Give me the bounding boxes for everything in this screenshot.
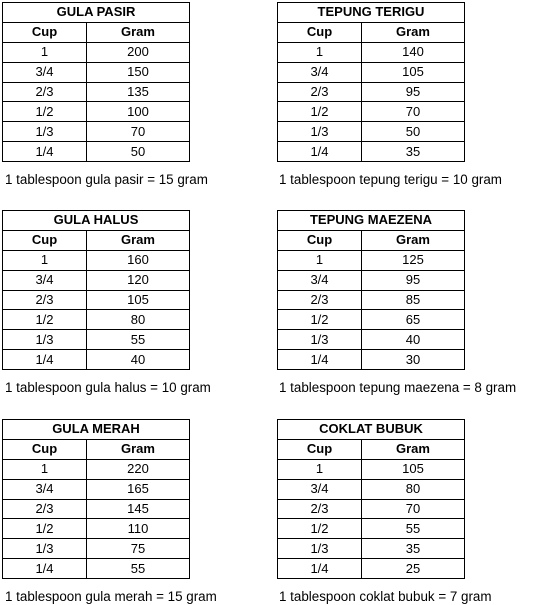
table-row bbox=[278, 310, 465, 330]
table-row bbox=[278, 479, 465, 499]
cup-cell: 1/3 bbox=[3, 539, 87, 559]
cup-cell: 1/2 bbox=[278, 102, 362, 122]
conversion-table bbox=[2, 210, 190, 370]
table-row bbox=[278, 350, 465, 370]
gram-cell: 150 bbox=[87, 62, 190, 82]
cup-cell: 1/3 bbox=[278, 539, 362, 559]
table-row bbox=[3, 539, 190, 559]
table-row bbox=[3, 310, 190, 330]
table-row bbox=[278, 102, 465, 122]
gram-cell: 55 bbox=[87, 330, 190, 350]
cup-cell: 1 bbox=[3, 459, 87, 479]
cup-cell: 1/2 bbox=[3, 102, 87, 122]
gram-cell: 120 bbox=[87, 270, 190, 290]
table-row bbox=[3, 142, 190, 162]
gram-cell: 70 bbox=[362, 102, 465, 122]
column-header-gram: Gram bbox=[362, 22, 465, 42]
table-row bbox=[278, 559, 465, 579]
table-row bbox=[278, 499, 465, 519]
gram-cell: 50 bbox=[87, 142, 190, 162]
cup-cell: 1/3 bbox=[3, 122, 87, 142]
cup-cell: 1/2 bbox=[3, 310, 87, 330]
gram-cell: 140 bbox=[362, 42, 465, 62]
column-header-cup: Cup bbox=[3, 22, 87, 42]
table-row bbox=[278, 42, 465, 62]
table-gula-pasir bbox=[2, 2, 189, 162]
gram-cell: 105 bbox=[362, 459, 465, 479]
cup-cell: 1 bbox=[3, 42, 87, 62]
conversion-table bbox=[277, 210, 465, 370]
table-row bbox=[3, 519, 190, 539]
cup-cell: 1/4 bbox=[278, 350, 362, 370]
table-row bbox=[3, 559, 190, 579]
gram-cell: 35 bbox=[362, 539, 465, 559]
cup-cell: 1/3 bbox=[3, 330, 87, 350]
table-row bbox=[278, 82, 465, 102]
cup-cell: 2/3 bbox=[278, 82, 362, 102]
table-row bbox=[3, 290, 190, 310]
gram-cell: 40 bbox=[362, 330, 465, 350]
gram-cell: 65 bbox=[362, 310, 465, 330]
cup-cell: 1 bbox=[3, 250, 87, 270]
gram-cell: 75 bbox=[87, 539, 190, 559]
tablespoon-note: 1 tablespoon tepung terigu = 10 gram bbox=[279, 172, 502, 187]
table-row bbox=[278, 250, 465, 270]
table-row bbox=[3, 270, 190, 290]
conversion-table bbox=[2, 2, 190, 162]
table-tepung-terigu bbox=[277, 2, 464, 162]
column-header-cup: Cup bbox=[3, 230, 87, 250]
table-title: GULA PASIR bbox=[3, 3, 190, 23]
table-row bbox=[278, 122, 465, 142]
table-row bbox=[3, 250, 190, 270]
cup-cell: 1/2 bbox=[278, 519, 362, 539]
table-title: GULA HALUS bbox=[3, 211, 190, 231]
gram-cell: 135 bbox=[87, 82, 190, 102]
table-row bbox=[278, 62, 465, 82]
gram-cell: 40 bbox=[87, 350, 190, 370]
cup-cell: 2/3 bbox=[3, 82, 87, 102]
gram-cell: 220 bbox=[87, 459, 190, 479]
cup-cell: 1 bbox=[278, 459, 362, 479]
table-row bbox=[278, 539, 465, 559]
cup-cell: 1/2 bbox=[3, 519, 87, 539]
cup-cell: 2/3 bbox=[278, 499, 362, 519]
gram-cell: 100 bbox=[87, 102, 190, 122]
column-header-cup: Cup bbox=[278, 439, 362, 459]
cup-cell: 3/4 bbox=[278, 270, 362, 290]
gram-cell: 50 bbox=[362, 122, 465, 142]
gram-cell: 25 bbox=[362, 559, 465, 579]
column-header-cup: Cup bbox=[278, 230, 362, 250]
table-row bbox=[3, 42, 190, 62]
cup-cell: 1 bbox=[278, 42, 362, 62]
cup-cell: 1/4 bbox=[3, 559, 87, 579]
table-row bbox=[278, 459, 465, 479]
table-title: GULA MERAH bbox=[3, 420, 190, 440]
table-row bbox=[278, 142, 465, 162]
table-row bbox=[3, 479, 190, 499]
cup-cell: 1/4 bbox=[3, 142, 87, 162]
gram-cell: 30 bbox=[362, 350, 465, 370]
cup-cell: 3/4 bbox=[3, 270, 87, 290]
table-row bbox=[278, 290, 465, 310]
gram-cell: 200 bbox=[87, 42, 190, 62]
table-row bbox=[3, 102, 190, 122]
gram-cell: 160 bbox=[87, 250, 190, 270]
cup-cell: 1/4 bbox=[278, 559, 362, 579]
table-row bbox=[3, 82, 190, 102]
gram-cell: 95 bbox=[362, 270, 465, 290]
gram-cell: 55 bbox=[87, 559, 190, 579]
cup-cell: 2/3 bbox=[3, 290, 87, 310]
column-header-gram: Gram bbox=[362, 230, 465, 250]
cup-cell: 1/3 bbox=[278, 330, 362, 350]
column-header-gram: Gram bbox=[87, 22, 190, 42]
tablespoon-note: 1 tablespoon gula merah = 15 gram bbox=[5, 589, 217, 604]
cup-cell: 1/3 bbox=[278, 122, 362, 142]
table-title: TEPUNG TERIGU bbox=[278, 3, 465, 23]
table-row bbox=[3, 459, 190, 479]
gram-cell: 70 bbox=[87, 122, 190, 142]
gram-cell: 80 bbox=[362, 479, 465, 499]
cup-cell: 3/4 bbox=[3, 62, 87, 82]
table-gula-halus bbox=[2, 210, 189, 370]
conversion-table bbox=[277, 2, 465, 162]
table-row bbox=[278, 270, 465, 290]
cup-cell: 1/2 bbox=[278, 310, 362, 330]
gram-cell: 80 bbox=[87, 310, 190, 330]
conversion-table bbox=[2, 419, 190, 579]
table-row bbox=[3, 499, 190, 519]
table-row bbox=[3, 330, 190, 350]
cup-cell: 3/4 bbox=[3, 479, 87, 499]
table-row bbox=[278, 330, 465, 350]
gram-cell: 55 bbox=[362, 519, 465, 539]
cup-cell: 1/4 bbox=[278, 142, 362, 162]
column-header-cup: Cup bbox=[278, 22, 362, 42]
cup-cell: 3/4 bbox=[278, 479, 362, 499]
cup-cell: 2/3 bbox=[3, 499, 87, 519]
tablespoon-note: 1 tablespoon tepung maezena = 8 gram bbox=[279, 380, 517, 395]
gram-cell: 105 bbox=[87, 290, 190, 310]
column-header-gram: Gram bbox=[87, 439, 190, 459]
cup-cell: 3/4 bbox=[278, 62, 362, 82]
tablespoon-note: 1 tablespoon coklat bubuk = 7 gram bbox=[279, 589, 492, 604]
gram-cell: 70 bbox=[362, 499, 465, 519]
table-coklat-bubuk bbox=[277, 419, 464, 579]
column-header-gram: Gram bbox=[87, 230, 190, 250]
gram-cell: 125 bbox=[362, 250, 465, 270]
table-row bbox=[3, 122, 190, 142]
gram-cell: 105 bbox=[362, 62, 465, 82]
tablespoon-note: 1 tablespoon gula pasir = 15 gram bbox=[5, 172, 208, 187]
table-title: COKLAT BUBUK bbox=[278, 420, 465, 440]
column-header-cup: Cup bbox=[3, 439, 87, 459]
table-row bbox=[278, 519, 465, 539]
cup-cell: 2/3 bbox=[278, 290, 362, 310]
cup-cell: 1 bbox=[278, 250, 362, 270]
gram-cell: 110 bbox=[87, 519, 190, 539]
table-row bbox=[3, 62, 190, 82]
gram-cell: 95 bbox=[362, 82, 465, 102]
table-tepung-maezena bbox=[277, 210, 464, 370]
gram-cell: 145 bbox=[87, 499, 190, 519]
table-gula-merah bbox=[2, 419, 189, 579]
table-title: TEPUNG MAEZENA bbox=[278, 211, 465, 231]
gram-cell: 85 bbox=[362, 290, 465, 310]
gram-cell: 165 bbox=[87, 479, 190, 499]
column-header-gram: Gram bbox=[362, 439, 465, 459]
cup-cell: 1/4 bbox=[3, 350, 87, 370]
conversion-table bbox=[277, 419, 465, 579]
table-row bbox=[3, 350, 190, 370]
tablespoon-note: 1 tablespoon gula halus = 10 gram bbox=[5, 380, 211, 395]
gram-cell: 35 bbox=[362, 142, 465, 162]
